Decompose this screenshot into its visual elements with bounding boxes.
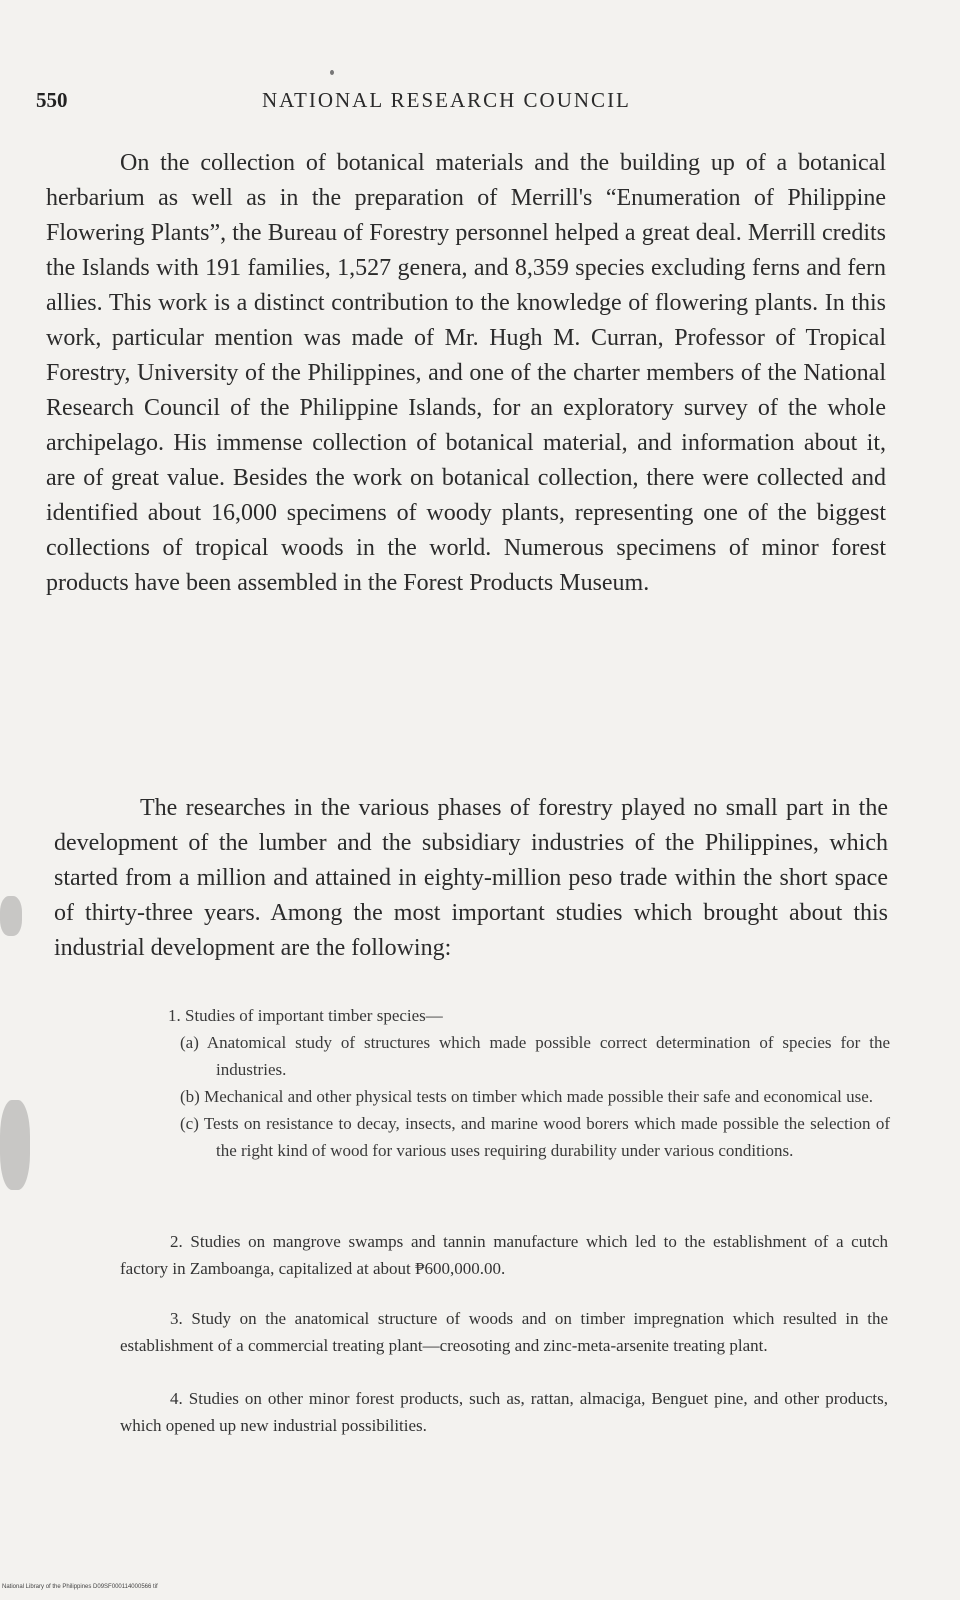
paragraph-botanical-collection: On the collection of botanical materials and the building up of a botanical herbarium as well as in the preparation of Merrill's “Enumeration of Philippine Flowering Plants”, the Bureau of Forestry personnel helped a great deal. Merrill credits the Islands with 191 families, 1,527 genera, and 8,359 species excluding ferns and fern allies. This work is a distinct contribution to the knowledge of flowering plants. In this work, particular mention was made of Mr. Hugh M. Curran, Professor of Tropical Forestry, University of the Philippines, and one of the charter members of the National Research Council of the Philippine Islands, for an exploratory survey of the whole archipelago. His immense collection of botanical material, and information about it, are of great value. Besides the work on botanical collection, there were collected and identified about 16,000 specimens of woody plants, representing one of the biggest collections of tropical woods in the world. Numerous specimens of minor forest products have been assembled in the Forest Products Museum.: [46, 150, 886, 596]
list-subitem-c: (c) Tests on resistance to decay, insects, and marine wood borers which made possible the selection of the right kind of wood for various uses requiring durability under various conditions.: [180, 1114, 890, 1160]
page-edge-smudge: [0, 1100, 30, 1190]
paragraph-forestry-research: The researches in the various phases of forestry played no small part in the development of the lumber and the subsidiary industries of the Philippines, which started from a million and attained in eighty-million peso trade within the short space of thirty-three years. Among the most important studies which brought about this industrial development are the following:: [54, 795, 888, 961]
list-item-title: 1. Studies of important timber species—: [168, 1006, 443, 1025]
studies-list-item-3: 3. Study on the anatomical structure of woods and on timber impregnation which resulted in the establishment of a commercial treating plant—creosoting and zinc-meta-arsenite treating plant.: [120, 1309, 888, 1355]
page-header: [36, 88, 916, 118]
running-head: NATIONAL RESEARCH COUNCIL: [262, 88, 631, 112]
studies-list-item-2: 2. Studies on mangrove swamps and tannin manufacture which led to the establishment of a cutch factory in Zamboanga, capitalized at about ₱600,000.00.: [120, 1232, 888, 1278]
studies-list-item-4: 4. Studies on other minor forest products, such as, rattan, almaciga, Benguet pine, and other products, which opened up new industrial possibilities.: [120, 1389, 888, 1435]
list-subitem-a: (a) Anatomical study of structures which made possible correct determination of species for the industries.: [180, 1033, 890, 1079]
page-number: 550: [36, 88, 68, 112]
page-edge-smudge: [0, 896, 22, 936]
studies-list-item-1: [120, 1002, 890, 1164]
scan-footer: National Library of the Philippines D09SF000114000566 tif: [2, 1584, 158, 1590]
ink-speck: [330, 70, 334, 75]
list-subitem-b: (b) Mechanical and other physical tests on timber which made possible their safe and economical use.: [180, 1087, 873, 1106]
